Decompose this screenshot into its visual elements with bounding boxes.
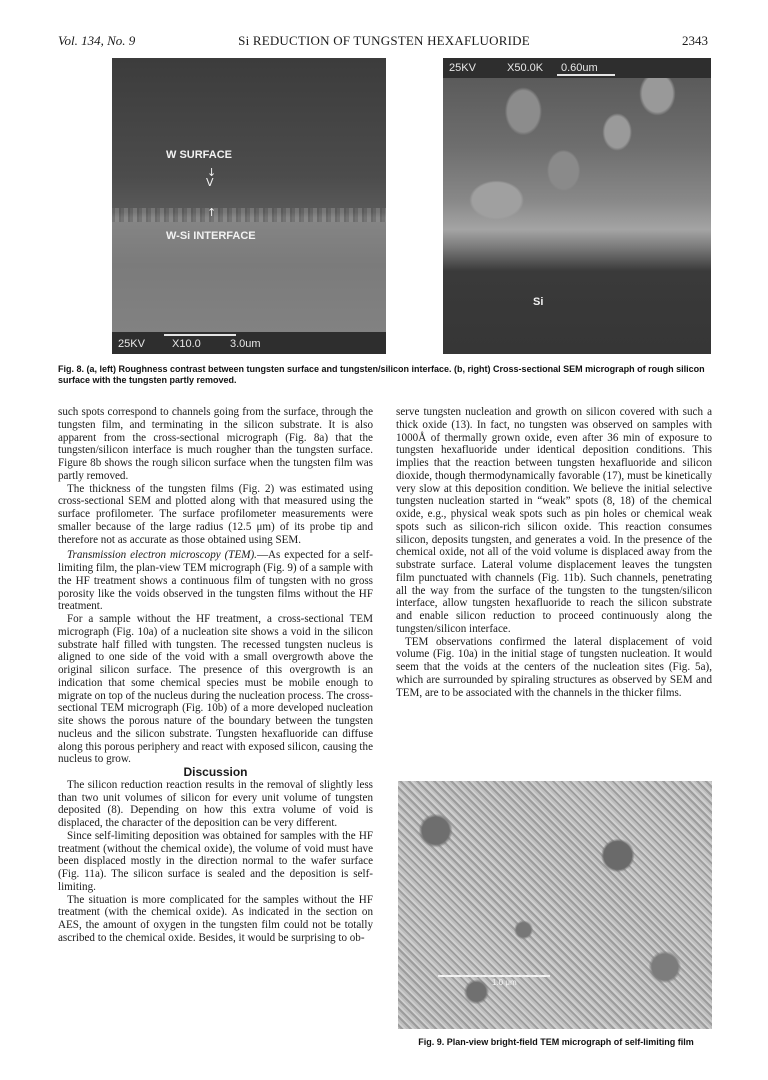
figure-9-tem-micrograph bbox=[398, 781, 712, 1029]
paragraph bbox=[58, 549, 373, 613]
arrow-v-icon: V bbox=[206, 176, 214, 189]
journal-volume: Vol. 134, No. 9 bbox=[58, 33, 136, 48]
si-label: Si bbox=[533, 296, 544, 308]
scale-bar bbox=[164, 334, 236, 336]
paragraph: The thickness of the tungsten films (Fig. 2) was estimated using cross-sectional SEM and plotted along with that measured using the surface profilometer. The surface profilometer measurements were smaller because of the large radius (12.5 μm) of its probe tip and therefore not as accurate as those obtained using SEM. bbox=[58, 482, 373, 546]
running-title: Si REDUCTION OF TUNGSTEN HEXAFLUORIDE bbox=[238, 33, 530, 48]
sem-scale-text: 0.60um bbox=[561, 62, 598, 74]
paragraph: serve tungsten nucleation and growth on silicon covered with such a thick oxide (13). In fact, no tungsten was observed on samples with 1000Å of thermally grown oxide, even after 36 min of exposure to tungsten hexafluoride under identical deposition conditions. This implies that the reaction between tungsten hexafluoride and silicon dioxide, though thermodynamically favorable (17), must be kinetically very slow at this deposition condition. We believe the initial selective tungsten nucleation started in “weak” spots (8, 18) of the chemical oxide, e.g., physical weak spots such as pin holes or chemical weak spots such as silicon-rich silicon oxide. This reaction consumes silicon, deposits tungsten, and generates a void. In the presence of the chemical oxide, not all of the void volume is displaced away from the substrate surface. Lateral volume displacement leaves the tungsten film punctuated with channels (Fig. 11b). Such channels, penetrating all the way from the surface of the tungsten to the tungsten/silicon interface, allow tungsten hexafluoride to reach the silicon substrate and enable silicon reduction to proceed continuously along the tungsten/silicon interface. bbox=[396, 406, 712, 635]
sem-magnification: X10.0 bbox=[172, 338, 201, 350]
w-surface-label: W SURFACE bbox=[166, 149, 232, 161]
figure-8b-sem-micrograph bbox=[443, 58, 711, 354]
paragraph: TEM observations confirmed the lateral displacement of void volume (Fig. 10a) in the initial stage of tungsten nucleation. It would seem that the voids at the centers of the nucleation sites (Fig. 5a), which are surrounded by spiraling structures as observed by SEM and TEM, are to be associated with the channels in the thicker films. bbox=[396, 635, 712, 699]
sem-scale-text: 3.0um bbox=[230, 338, 261, 350]
sem-voltage: 25KV bbox=[118, 338, 145, 350]
section-heading: Discussion bbox=[183, 765, 248, 779]
arrow-down-icon: ↓ bbox=[207, 166, 217, 179]
sem-voltage: 25KV bbox=[449, 62, 476, 74]
paragraph: For a sample without the HF treatment, a cross-sectional TEM micrograph (Fig. 10a) of a nucleation site shows a void in the silicon substrate half filled with tungsten. The recessed tungsten nucleus is aligned to one side of the void with a small overgrowth above the original silicon surface. The presence of this overgrowth is an indication that some chemical species must be mobile enough to migrate on top of the nucleus during the nucleation process. The cross-sectional TEM micrograph (Fig. 10b) of a more developed nucleation site shows the porous nature of the boundary between the tungsten nucleus and the silicon substrate. Tungsten hexafluoride can diffuse along this porous periphery and react with exposed silicon, causing the nucleus to grow. bbox=[58, 613, 373, 766]
figure-8-caption: Fig. 8. (a, left) Roughness contrast between tungsten surface and tungsten/silicon interface. (b, right) Cross-sectional SEM micrograph of rough silicon surface with the tungsten partly removed. bbox=[58, 364, 705, 385]
paragraph: Since self-limiting deposition was obtained for samples with the HF treatment (without the chemical oxide), the volume of void must have been displaced mostly in the direction normal to the wafer surface (Fig. 11a). The silicon surface is sealed and the deposition is self-limiting. bbox=[58, 829, 373, 893]
arrow-up-icon: ↑ bbox=[207, 206, 217, 219]
paragraph-body: —As expected for a self-limiting film, the plan-view TEM micrograph (Fig. 9) of a sample with the HF treatment shows a continuous film of tungsten with no gross porosity like the voids observed in the tungsten films without the HF treatment. bbox=[58, 549, 373, 613]
subsection-title: Transmission electron microscopy (TEM). bbox=[67, 549, 257, 562]
figure-8a-sem-micrograph bbox=[112, 58, 386, 354]
scale-bar bbox=[438, 975, 550, 977]
figure-9-caption: Fig. 9. Plan-view bright-field TEM micrograph of self-limiting film bbox=[418, 1037, 694, 1047]
interface-roughness bbox=[112, 208, 386, 222]
right-column bbox=[396, 406, 712, 699]
paragraph: The silicon reduction reaction results in the removal of slightly less than two unit volumes of silicon for every unit volume of tungsten deposited (8). Depending on how this extra volume of void is displaced, the character of the deposition can be very different. bbox=[58, 778, 373, 829]
w-si-interface-label: W-Si INTERFACE bbox=[166, 230, 256, 242]
sem-magnification: X50.0K bbox=[507, 62, 544, 74]
page-number: 2343 bbox=[682, 33, 708, 48]
tem-scale-text: 1.0 μm bbox=[492, 978, 517, 987]
scale-bar bbox=[557, 74, 615, 76]
paragraph: such spots correspond to channels going from the surface, through the tungsten film, and terminating in the silicon substrate. It is also apparent from the cross-sectional micrograph (Fig. 8a) that the tungsten/silicon interface is much rougher than the tungsten surface. Figure 8b shows the rough silicon surface when the tungsten film was partly removed. bbox=[58, 406, 373, 482]
left-column bbox=[58, 406, 373, 945]
paragraph: The situation is more complicated for the samples without the HF treatment (with the chemical oxide). As indicated in the section on AES, the amount of oxygen in the tungsten film could not be totally ascribed to the chemical oxide. Besides, it would be surprising to ob- bbox=[58, 893, 373, 944]
